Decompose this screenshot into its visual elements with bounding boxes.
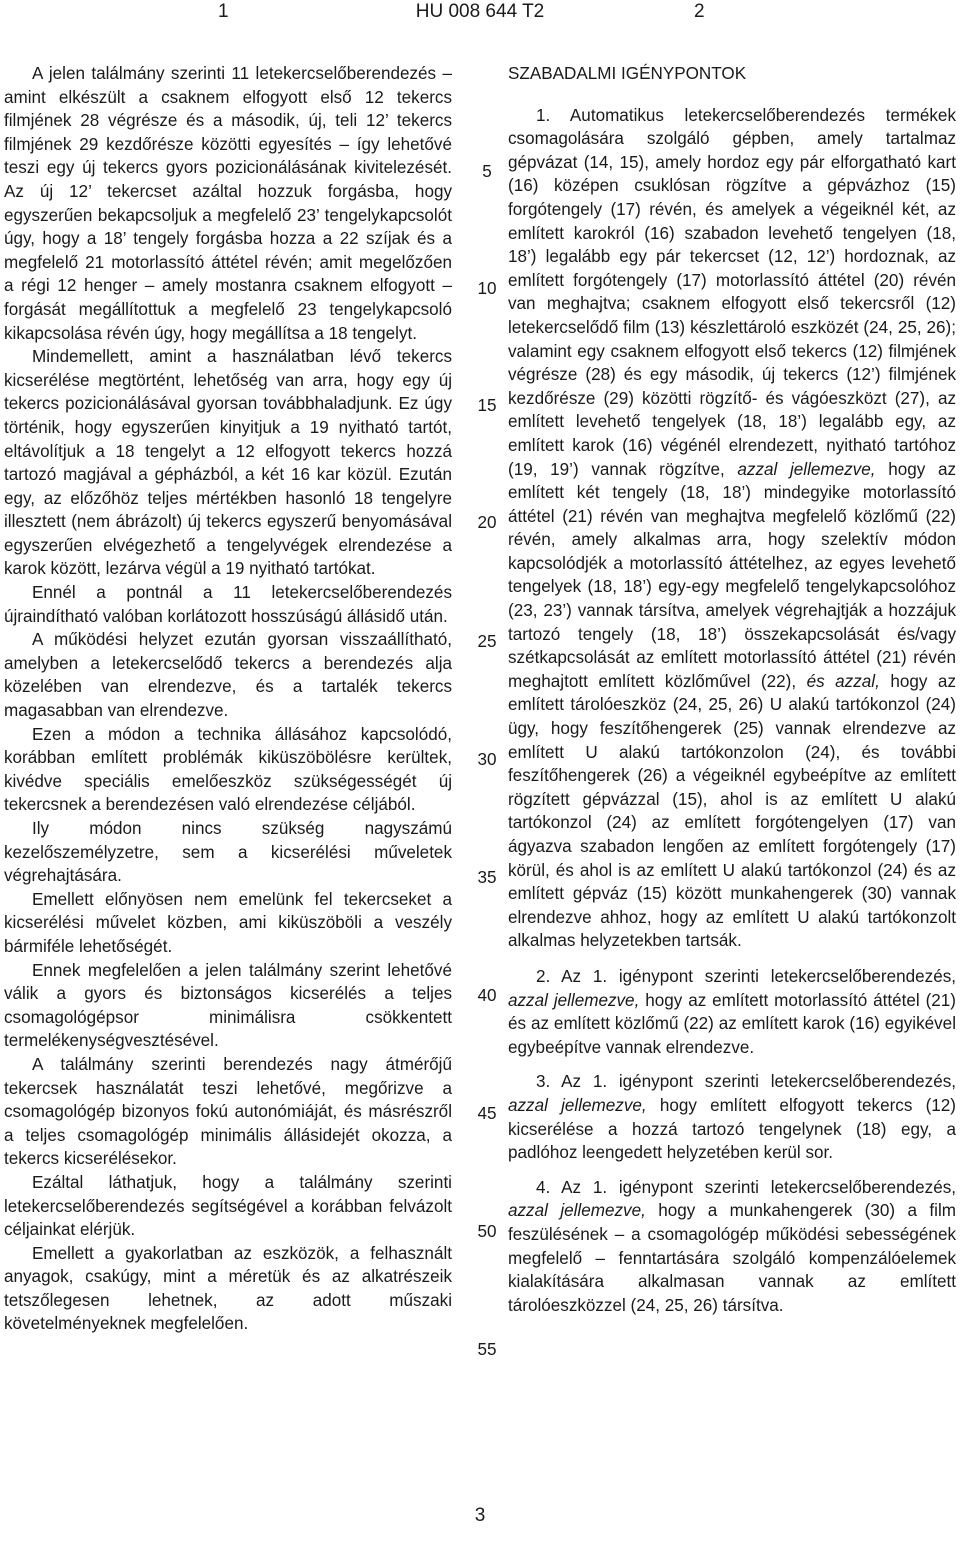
page-number: 3 <box>474 1505 486 1526</box>
page-number-left: 1 <box>218 1 229 22</box>
claim-1 <box>508 104 956 953</box>
paragraph: A jelen találmány szerinti 11 letekercselőberendezés – amint elkészült a csaknem elfogyott első 12 tekercs filmjének 28 végrésze és a második, új, teli 12’ tekercs filmjének 29 kezdőrésze közötti egyesítés – így lehetővé teszi egy új tekercs gyors pozicionálásának kivitelezését. Az új 12’ tekercset azáltal hozzuk forgásba, hogy egyszerűen bekapcsoljuk a megfelelő 23’ tengelykapcsolót úgy, hogy a 18’ tengely forgásba hozza a 22 szíjak és a megfelelő 21 motorlassító áttétel révén; amit megelőzően a régi 12 henger – amely mostanra csaknem elfogyott – forgását megállítottuk a megfelelő 23 tengelykapcsoló kikapcsolása révén úgy, hogy megállítsa a 18 tengelyt. <box>4 64 452 343</box>
paragraph: Ezen a módon a technika állásához kapcsolódó, korábban említett problémák kiküszöbölésre kerültek, kivédve speciális emelőeszköz szükségességét új tekercsnek a berendezésen való elrendezése céljából. <box>4 724 452 815</box>
claim-3 <box>508 1070 956 1164</box>
line-number: 40 <box>477 986 497 1005</box>
claim-4 <box>508 1176 956 1318</box>
line-number: 45 <box>477 1104 497 1123</box>
claim-emphasis: és azzal, <box>796 671 880 691</box>
claims-heading: SZABADALMI IGÉNYPONTOK <box>508 64 747 83</box>
paragraph: Emellett a gyakorlatban az eszközök, a felhasznált anyagok, csakúgy, mint a méretük és az alkatrészeik tetszőlegesen lehetnek, az adott műszaki követelményeknek megfelelően. <box>4 1243 452 1334</box>
claim-emphasis: azzal jellemezve, <box>508 990 640 1010</box>
claim-text: hogy az említett két tengely (18, 18’) mindegyike motorlassító áttétel (21) révén van meghajtva megfelelő közlőmű (22) révén, amely alkalmas arra, hogy szelektív módon kapcsolódjék a motorlassító áttételhez, az egyes levehető tengelyek (18, 18’) egy-egy megfelelő tengelykapcsolóhoz (23, 23’) vannak társítva, amelyek végrehajtják a hozzájuk tartozó tengely (18, 18’) összekapcsolását és/vagy szétkapcsolását az említett motorlassító áttétel (21) révén meghajtott említett közlőművel (22), <box>508 459 956 691</box>
claim-text: 3. Az 1. igénypont szerinti letekercselőberendezés, <box>536 1072 956 1092</box>
description-column <box>4 62 452 1336</box>
paragraph: Ennél a pontnál a 11 letekercselőberendezés újraindítható valóban korlátozott hosszúságú állásidő után. <box>4 583 452 626</box>
line-number: 30 <box>477 750 497 769</box>
claim-text: hogy az említett tárolóeszköz (24, 25, 26) U alakú tartókonzol (24) ügy, hogy feszítőhengerek (25) vannak elrendezve az említett U alakú tartókonzolon (24), és további feszítőhengerek (26) a végeiknél egybeépítve az említett rögzített gépvázzal (15), ahol is az említett U alakú tartókonzol (24) az említett forgótengelyen (17) van ágyazva szabadon lengően az említett forgótengely (17) körül, és ahol is az említett U alakú tartókonzol (24) és az említett gépváz (15) között munkahengerek (30) vannak elrendezve ahhoz, hogy az említett U alakú tartókonzolt alkalmas helyzetekben tartsák. <box>508 671 956 951</box>
line-number: 20 <box>477 513 497 532</box>
paragraph: A találmány szerinti berendezés nagy átmérőjű tekercsek használatát teszi lehetővé, megőrizve a csomagológép bizonyos fokú autonómiáját, és másrészről a teljes csomagológép minimális állásidejét okozza, a tekercs kicserélésekor. <box>4 1054 452 1169</box>
paragraph: Ezáltal láthatjuk, hogy a találmány szerinti letekercselőberendezés segítségével a korábban felvázolt céljainkat elérjük. <box>4 1172 452 1240</box>
paragraph: Ennek megfelelően a jelen találmány szerint lehetővé válik a gyors és biztonságos kicserélés a teljes csomagológépsor minimálisra csökkentett termelékenységvesztésével. <box>4 960 452 1051</box>
page-number-right: 2 <box>694 1 705 22</box>
paragraph: Mindemellett, amint a használatban lévő tekercs kicserélése megtörtént, lehetőség van arra, hogy egy új tekercs pozicionálásával gyorsan továbbhaladjunk. Ez úgy történik, hogy egyszerűen kinyitjuk a 19 nyitható tartót, eltávolítjuk a 18 tengelyt a 12 elfogyott tekercs hozzá tartozó magjával a gépházból, a két 16 kar közül. Ezután egy, az előzőhöz teljes mértékben hasonló 18 tengelyre illesztett (nem ábrázolt) új tekercs egyszerű benyomásával egyszerűen elvégezhető a tengelyvégek elrendezése a karok között, lezárva végül a 19 nyitható tartókat. <box>4 347 452 579</box>
line-number: 10 <box>477 279 497 298</box>
claim-text: hogy említett elfogyott tekercs (12) kicserélése a hozzá tartozó tengelynek (18) egy, a padlóhoz leengedett helyzetében kerül sor. <box>508 1095 956 1163</box>
claim-emphasis: azzal jellemezve, <box>724 459 876 479</box>
paragraph: A működési helyzet ezután gyorsan visszaállítható, amelyben a letekercselődő tekercs a berendezés alja közelében van elrendezve, és a tartalék tekercs magasabban van elrendezve. <box>4 630 452 721</box>
claims-column <box>508 62 956 1317</box>
claim-text: 4. Az 1. igénypont szerinti letekercselőberendezés, <box>536 1177 956 1197</box>
claim-emphasis: azzal jellemezve, <box>508 1095 647 1115</box>
claim-text: hogy a munkahengerek (30) a film feszülésének – a csomagológép működési sebességének megfelelő – fenntartására szolgáló kompenzálóelemek kialakítására alkalmasan vannak az említett tárolóeszközzel (24, 25, 26) társítva. <box>508 1201 956 1315</box>
line-number: 55 <box>477 1340 497 1359</box>
line-number: 50 <box>477 1222 497 1241</box>
line-number: 15 <box>477 396 497 415</box>
line-number: 25 <box>477 632 497 651</box>
claim-text: 1. Automatikus letekercselőberendezés termékek csomagolására szolgáló gépben, amely tartalmaz gépvázat (14, 15), amely hordoz egy pár elforgatható kart (16) középen csuklósan rögzítve a gépvázhoz (15) forgótengely (17) révén, és amelyek a végeiknél két, az említett karokról (16) szabadon levehető tengelyen (18, 18’) legalább egy pár tekercset (12, 12’) hordoznak, az említett forgótengely (17) motorlassító áttétel (20) révén van meghajtva; csaknem elfogyott első tekercsről (12) letekercselődő film (13) készlettároló eszközét (24, 25, 26); valamint egy csaknem elfogyott első tekercs (12) filmjének végrésze (28) és egy második, új tekercs (12’) filmjének kezdőrésze (29) közötti rögzítő- és vágóeszközt (27), az említett levehető tengelyek (18, 18’) legalább egy, az említett karok (16) végénél elrendezett, nyitható tartóhoz (19, 19’) vannak rögzítve, <box>508 105 956 479</box>
claim-text: 2. Az 1. igénypont szerinti letekercselőberendezés, <box>536 966 956 986</box>
document-number: HU 008 644 T2 <box>415 1 545 22</box>
claim-2 <box>508 965 956 1059</box>
paragraph: Emellett előnyösen nem emelünk fel tekercseket a kicserélési művelet közben, ami kiküszöböli a veszély bármiféle lehetőségét. <box>4 889 452 956</box>
line-number: 5 <box>482 162 492 181</box>
claim-emphasis: azzal jellemezve, <box>508 1201 646 1221</box>
claim-text: hogy az említett motorlassító áttétel (21) és az említett közlőmű (22) az említett karok (16) egyikével egybeépítve vannak elrendezve. <box>508 990 957 1057</box>
paragraph: Ily módon nincs szükség nagyszámú kezelőszemélyzetre, sem a kicserélési műveletek végrehajtására. <box>4 819 452 886</box>
line-number: 35 <box>477 868 497 887</box>
